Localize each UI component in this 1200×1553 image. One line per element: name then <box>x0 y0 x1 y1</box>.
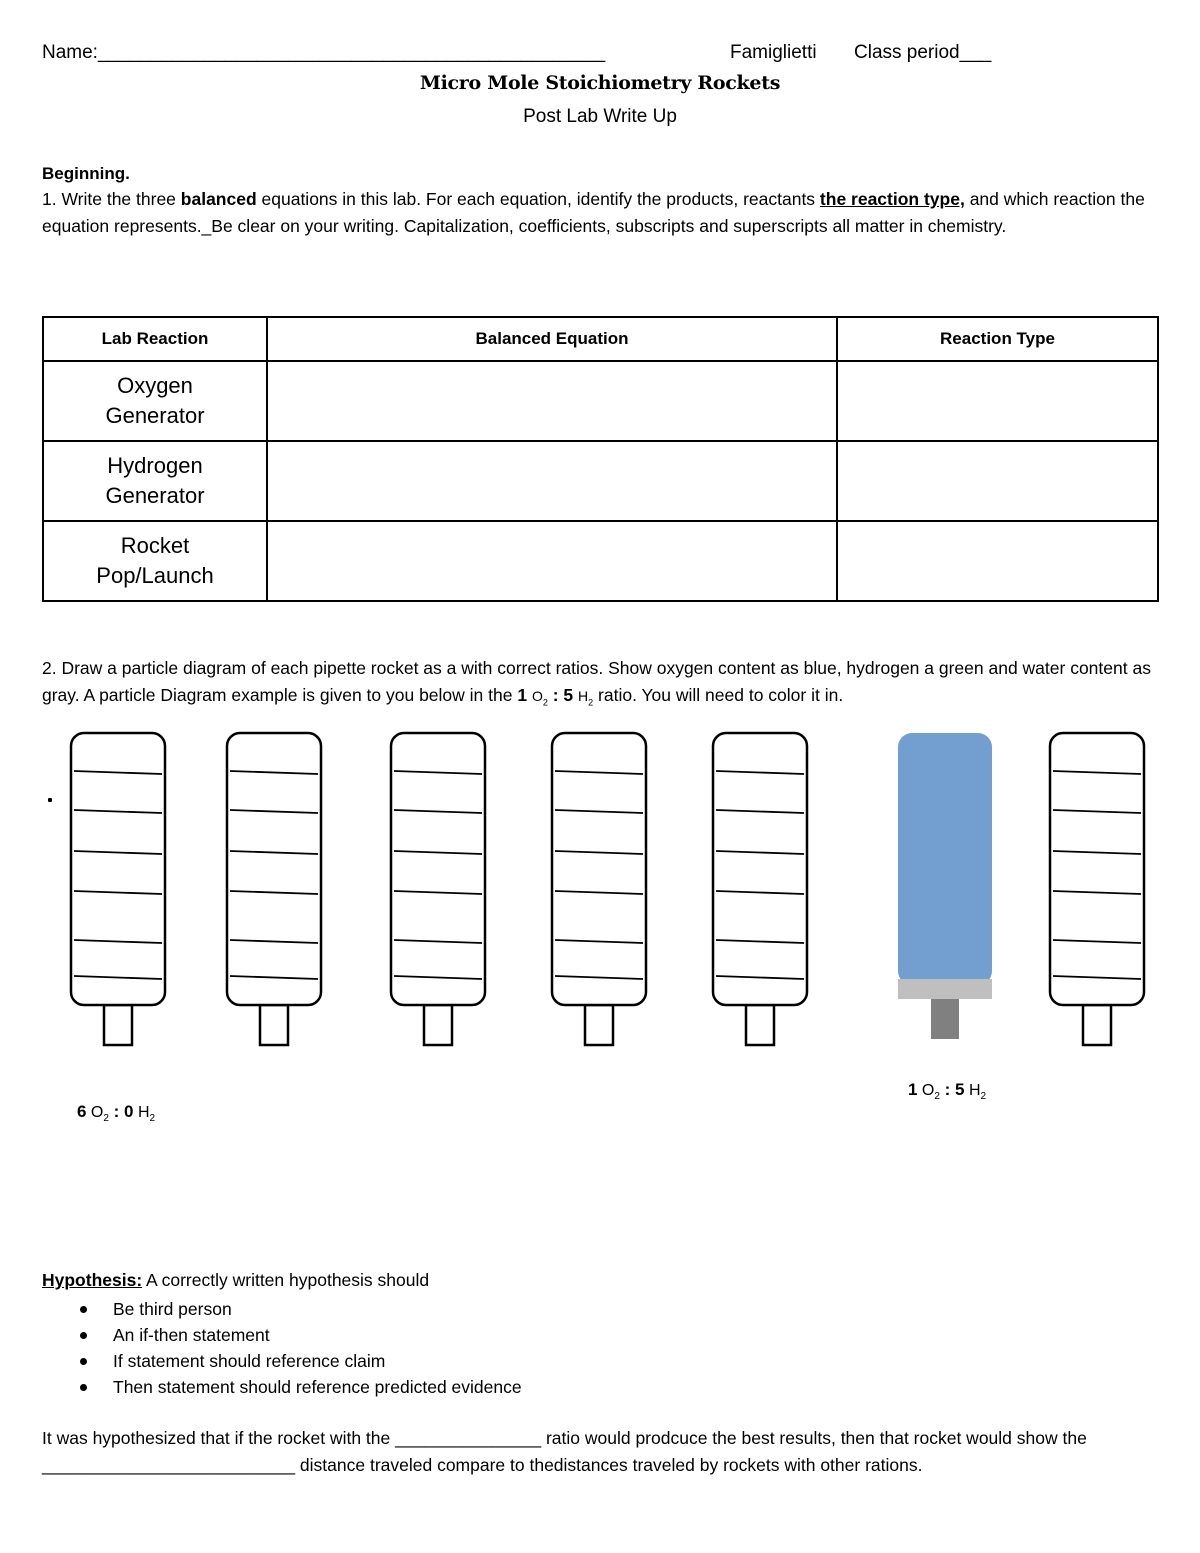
table-row <box>43 361 1158 441</box>
name-field-label[interactable]: Name:________________________________________________ <box>42 42 606 63</box>
q2-ratio-h-count: 5 <box>563 684 574 705</box>
table-row <box>43 441 1158 521</box>
q1-part1: 1. Write the three <box>42 189 181 209</box>
ratio-o-symbol: O <box>90 1104 104 1121</box>
ratio-label-example <box>908 1080 986 1102</box>
pipette-stem <box>260 1005 288 1045</box>
section-heading-beginning: Beginning. <box>42 164 130 183</box>
header-line <box>42 42 1162 68</box>
reaction-name-cell <box>43 361 267 441</box>
hypothesis-intro <box>42 1270 429 1291</box>
pipette-rocket <box>227 733 321 1045</box>
list-item: An if-then statement <box>113 1322 522 1348</box>
ratio-h-count: 5 <box>955 1080 965 1099</box>
pipette-rocket <box>71 733 165 1045</box>
ratio-h-sub: 2 <box>980 1091 987 1103</box>
pipette-rocket <box>391 733 485 1045</box>
ratio-o-count: 1 <box>908 1080 918 1099</box>
pipette-rocket <box>552 733 646 1045</box>
q2-ratio-o-count: 1 <box>517 684 528 705</box>
q2-colon: : <box>547 684 564 705</box>
reaction-name-line2: Generator <box>105 403 205 428</box>
ratio-o-symbol: O <box>921 1082 935 1099</box>
header-balanced-equation: Balanced Equation <box>267 317 837 361</box>
ratio-o-count: 6 <box>77 1102 87 1121</box>
list-item: Then statement should reference predicted evidence <box>113 1374 522 1400</box>
ratio-h-symbol: H <box>137 1104 150 1121</box>
q1-underlined-phrase: the reaction type, <box>819 189 965 209</box>
ratio-o-sub: 2 <box>103 1113 109 1125</box>
hypothesis-criteria-list <box>42 1296 522 1400</box>
ratio-o-sub: 2 <box>934 1091 940 1103</box>
reaction-name-cell <box>43 521 267 601</box>
question-2-text <box>42 655 1162 716</box>
ratio-h-symbol: H <box>968 1082 981 1099</box>
header-lab-reaction: Lab Reaction <box>43 317 267 361</box>
pipette-stem <box>931 999 959 1039</box>
reaction-name-line1: Rocket <box>120 533 190 558</box>
q1-part3: and which reaction the equation represents._Be clear on your writing. Capitalization, coefficients, subscripts and superscripts all matter in chemistry. <box>42 189 1145 236</box>
pipette-rocket <box>1050 733 1144 1045</box>
pipette-stem <box>1083 1005 1111 1045</box>
q2-part2: ratio. You will need to color it in. <box>593 684 844 705</box>
equation-cell[interactable] <box>267 441 837 521</box>
q2-h-symbol: H <box>578 687 589 704</box>
pipette-stem <box>746 1005 774 1045</box>
reaction-name-line2: Generator <box>105 483 205 508</box>
question-1-text <box>42 186 1162 239</box>
q2-o-symbol: O <box>531 687 543 704</box>
pipette-stem <box>585 1005 613 1045</box>
q2-o-subscript: 2 <box>542 697 548 707</box>
document-title: Micro Mole Stoichiometry Rockets <box>419 72 781 94</box>
equation-cell[interactable] <box>267 361 837 441</box>
reaction-name-line1: Hydrogen <box>107 453 203 478</box>
ratio-h-sub: 2 <box>149 1113 156 1125</box>
equation-cell[interactable] <box>267 521 837 601</box>
reaction-type-cell[interactable] <box>837 361 1158 441</box>
ratio-sep: : <box>939 1080 956 1099</box>
teacher-name: Famiglietti <box>730 42 817 63</box>
pipette-stem <box>424 1005 452 1045</box>
rocket-diagrams <box>0 725 1200 1055</box>
reaction-name-cell <box>43 441 267 521</box>
example-pipette-rocket <box>898 733 992 1039</box>
water-fill <box>898 979 992 999</box>
hypothesis-heading: Hypothesis: <box>42 1270 143 1290</box>
ratio-h-count: 0 <box>124 1102 134 1121</box>
reaction-name-line1: Oxygen <box>117 373 193 398</box>
reaction-type-cell[interactable] <box>837 521 1158 601</box>
document-subtitle: Post Lab Write Up <box>523 106 677 127</box>
table-row <box>43 521 1158 601</box>
ratio-sep: : <box>108 1102 125 1121</box>
q1-bold-word: balanced <box>180 189 257 209</box>
q2-part1: 2. Draw a particle diagram of each pipette rocket as a with correct ratios. Show oxygen content as blue, hydrogen a green and water content as gray. A particle Diagram example is given to you below in the <box>42 658 1151 705</box>
reaction-name-line2: Pop/Launch <box>96 563 214 588</box>
q1-part2: equations in this lab. For each equation, identify the products, reactants <box>256 189 820 209</box>
hypothesis-intro-text: A correctly written hypothesis should <box>142 1270 430 1290</box>
table-header-row <box>43 317 1158 361</box>
oxygen-fill <box>898 733 992 985</box>
reaction-type-cell[interactable] <box>837 441 1158 521</box>
lab-reaction-table <box>42 316 1159 602</box>
hypothesis-sentence[interactable]: It was hypothesized that if the rocket with the _______________ ratio would prodcuce the best results, then that rocket would show the __________________________ distance traveled compare to thedistances traveled by rockets with other rations. <box>42 1428 1087 1475</box>
ratio-label-first <box>77 1102 155 1124</box>
class-period-label[interactable]: Class period___ <box>854 42 992 63</box>
pipette-stem <box>104 1005 132 1045</box>
list-item: If statement should reference claim <box>113 1348 522 1374</box>
list-item: Be third person <box>113 1296 522 1322</box>
pipette-rocket <box>713 733 807 1045</box>
header-reaction-type: Reaction Type <box>837 317 1158 361</box>
q2-h-subscript: 2 <box>588 697 594 707</box>
